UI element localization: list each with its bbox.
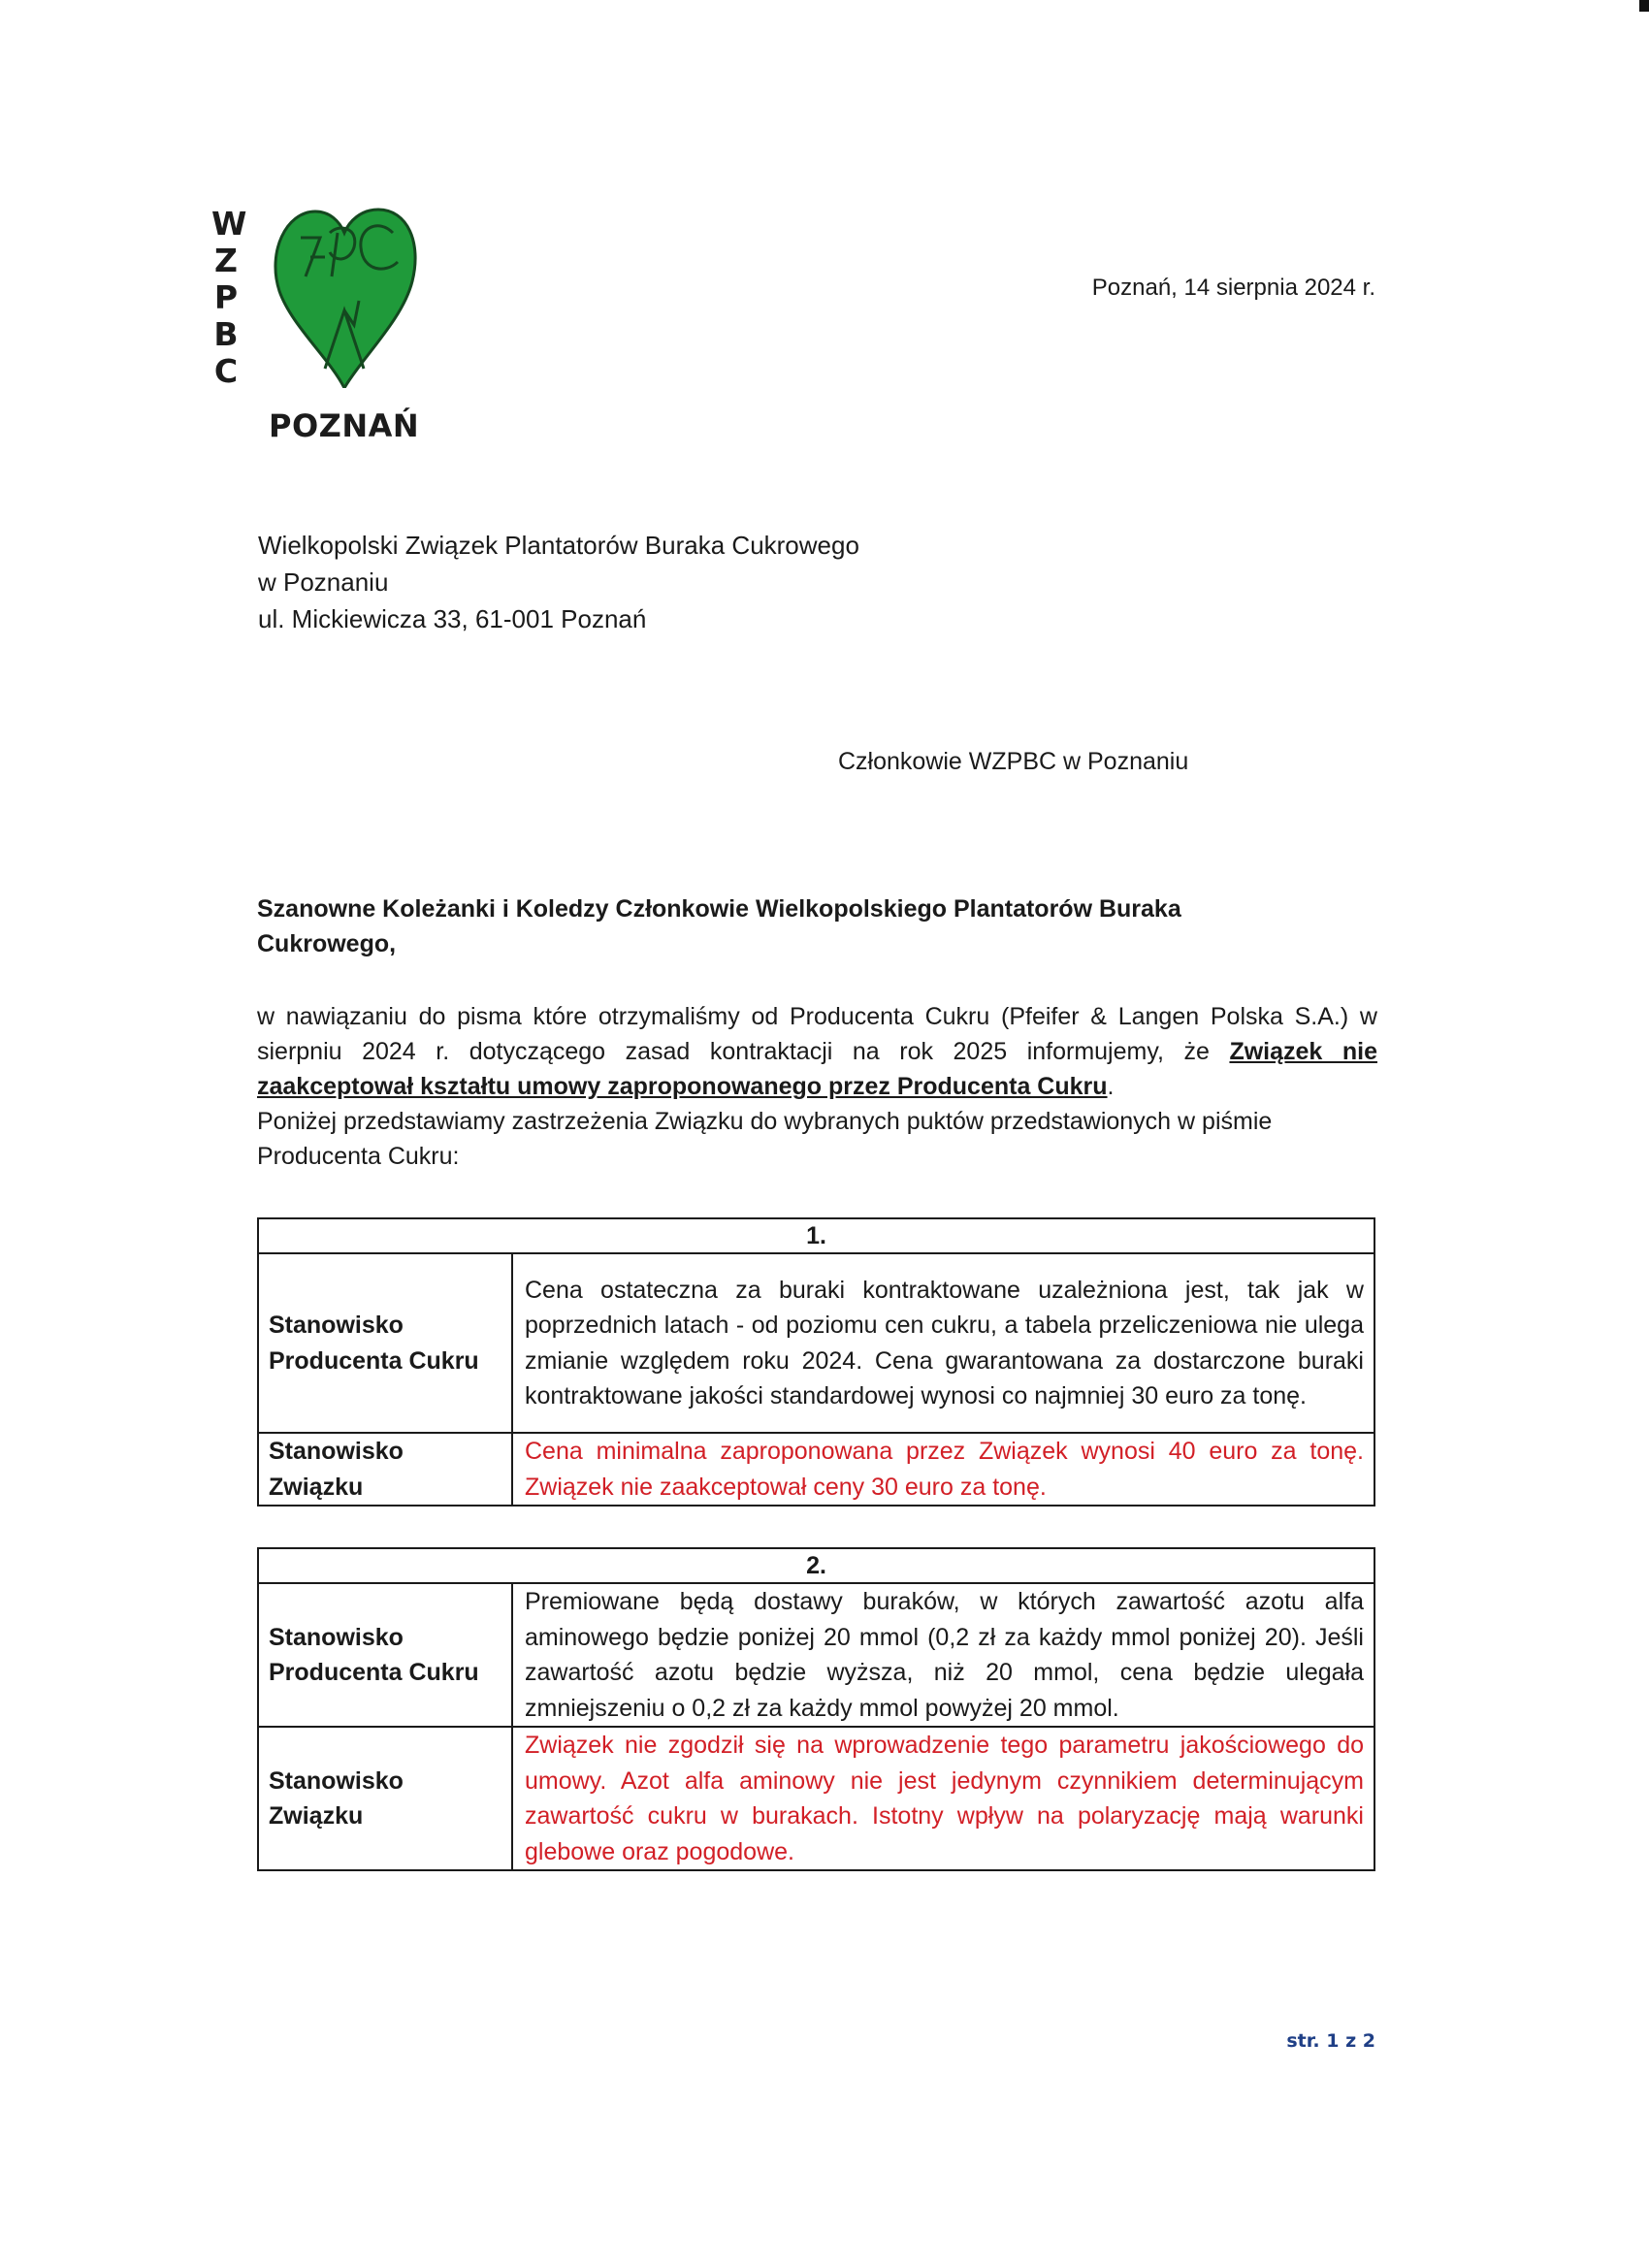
table-number: 2. (258, 1548, 1374, 1583)
union-text: Cena minimalna zaproponowana przez Związek wynosi 40 euro za tonę. Związek nie zaakceptował ceny 30 euro za tonę. (512, 1433, 1374, 1506)
logo-letters (211, 205, 247, 390)
greeting: Szanowne Koleżanki i Koledzy Członkowie Wielkopolskiego Plantatorów Buraka Cukrowego, (257, 895, 1181, 957)
address-line: w Poznaniu (258, 567, 389, 597)
producer-text: Premiowane będą dostawy buraków, w których zawartość azotu alfa aminowego będzie poniżej 20 mmol (0,2 zł za każdy mmol poniżej 20). Jeśli zawartość azotu będzie wyższa, niż 20 mmol, cena będzie ulegała zmniejszeniu o 0,2 zł za każdy mmol powyżej 20 mmol. (512, 1583, 1374, 1727)
scan-edge (1639, 0, 1649, 12)
intro-paragraph (257, 999, 1377, 1174)
logo-letter: W (211, 205, 247, 243)
table-number: 1. (258, 1218, 1374, 1253)
address-line: ul. Mickiewicza 33, 61-001 Poznań (258, 604, 647, 633)
logo-city: POZNAŃ (269, 407, 420, 444)
sender-address (258, 527, 859, 637)
producer-label: Stanowisko Producenta Cukru (258, 1583, 512, 1727)
address-line: Wielkopolski Związek Plantatorów Buraka Cukrowego (258, 531, 859, 560)
union-text: Związek nie zgodził się na wprowadzenie tego parametru jakościowego do umowy. Azot alfa aminowy nie jest jedynym czynnikiem determinującym zawartość cukru w burakach. Istotny wpływ na polaryzację mają warunki glebowe oraz pogodowe. (512, 1727, 1374, 1870)
position-table (257, 1547, 1375, 1871)
heart-mountain-logo-icon (272, 204, 417, 388)
union-label: Stanowisko Związku (258, 1727, 512, 1870)
producer-text: Cena ostateczna za buraki kontraktowane uzależniona jest, tak jak w poprzednich latach - od poziomu cen cukru, a tabela przeliczeniowa nie ulega zmianie względem roku 2024. Cena gwarantowana za dostarczone buraki kontraktowane jakości standardowej wynosi co najmniej 30 euro za tonę. (512, 1253, 1374, 1433)
logo-letter: C (213, 352, 239, 390)
recipient: Członkowie WZPBC w Poznaniu (838, 748, 1189, 775)
producer-label: Stanowisko Producenta Cukru (258, 1253, 512, 1433)
position-table (257, 1217, 1375, 1507)
intro-text: Poniżej przedstawiamy zastrzeżenia Związku do wybranych puktów przedstawionych w piśmie Producenta Cukru: (257, 1108, 1273, 1170)
union-label: Stanowisko Związku (258, 1433, 512, 1506)
intro-text: w nawiązaniu do pisma które otrzymaliśmy od Producenta Cukru (Pfeifer & Langen Polska S.A.) w sierpniu 2024 r. dotyczącego zasad kontraktacji na rok 2025 informujemy, że (257, 1003, 1377, 1065)
letter-date: Poznań, 14 sierpnia 2024 r. (1091, 275, 1375, 301)
logo-letter: P (213, 278, 239, 316)
intro-text: . (1107, 1073, 1115, 1100)
logo-letter: Z (214, 242, 238, 279)
logo-letter: B (213, 315, 239, 353)
intro-emphasis: Związek nie zaakceptował kształtu umowy zaproponowanego przez Producenta Cukru (257, 1038, 1377, 1100)
page-number: str. 1 z 2 (1286, 2030, 1375, 2052)
